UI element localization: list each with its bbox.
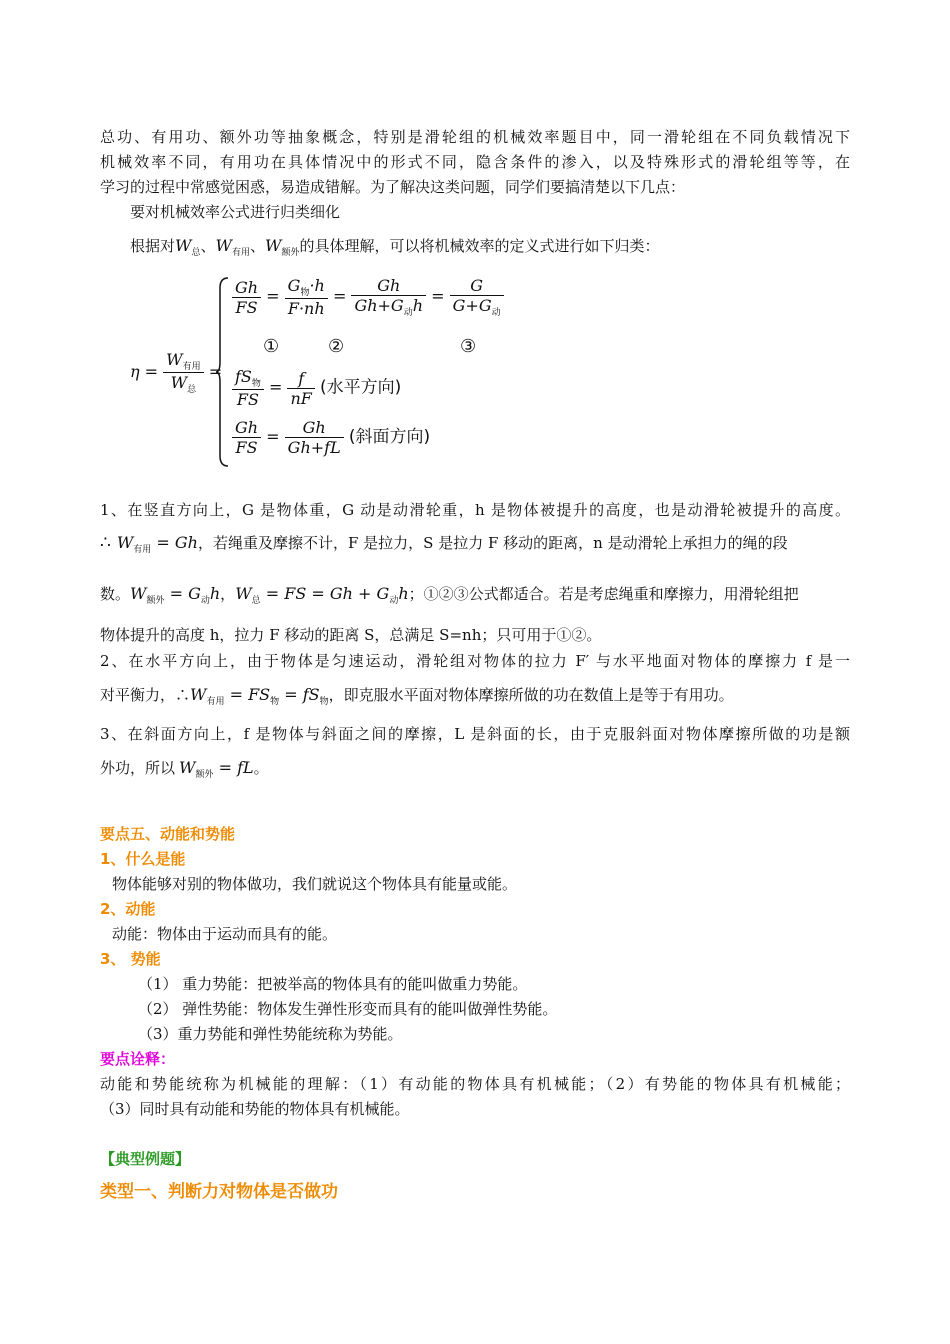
intro-line-4: 要对机械效率公式进行归类细化	[130, 203, 341, 221]
point-1-line-3	[100, 584, 799, 611]
w-zong-symbol: $W_总$	[175, 236, 201, 259]
section-5-title: 要点五、动能和势能	[100, 825, 236, 843]
comma: ，	[220, 585, 236, 603]
intro-line-5-suffix: 的具体理解，可以将机械效率的定义式进行如下归类：	[299, 237, 660, 255]
efficiency-formula	[130, 272, 570, 472]
marker-2: ②	[328, 336, 345, 357]
note-title: 要点诠释：	[100, 1050, 176, 1068]
w-youyong-horizontal: $W_{有用} = FS_物 = fS_物$	[190, 685, 329, 708]
intro-line-5-prefix: 根据对	[130, 237, 176, 255]
section-5-sub-3: （3）重力势能和弹性势能统称为势能。	[138, 1025, 403, 1043]
point-2-line-2-prefix: 对平衡力，∴	[100, 686, 191, 704]
point-2-line-2-text: ，即克服水平面对物体摩擦所做的功在数值上是等于有用功。	[328, 686, 734, 704]
w-youyong-symbol: $W_{有用}$	[215, 236, 250, 259]
vertical-case-formula: $\frac{Gh}{FS}$ = $\frac{G_物\cdot h}{F\cdot nh}$ = $\frac{Gh}{Gh+G_动h}$ = $\frac{G}{G+G_动}$	[232, 276, 504, 318]
point-3-line-2-prefix: 外功，所以	[100, 759, 176, 777]
left-brace	[216, 276, 230, 468]
section-5-heading-2: 2、动能	[100, 900, 156, 918]
note-line-1: 动能和势能统称为机械能的理解：（1）有动能的物体具有机械能；（2）有势能的物体具有机械能；	[100, 1075, 850, 1093]
intro-line-5	[130, 236, 659, 263]
point-1-line-3-prefix: 数。	[100, 585, 131, 603]
section-5-para-1: 物体能够对别的物体做功，我们就说这个物体具有能量或能。	[112, 875, 518, 893]
point-2-line-1: 2、在水平方向上，由于物体是匀速运动，滑轮组对物体的拉力 F′ 与水平地面对物体的摩擦力 f 是一	[100, 652, 850, 670]
point-1-line-2	[100, 533, 788, 560]
marker-3: ③	[460, 336, 477, 357]
intro-line-1: 总功、有用功、额外功等抽象概念，特别是滑轮组的机械效率题目中，同一滑轮组在不同负载情况下	[100, 128, 850, 146]
marker-1: ①	[263, 336, 280, 357]
point-3-line-1: 3、在斜面方向上，f 是物体与斜面之间的摩擦，L 是斜面的长，由于克服斜面对物体摩擦所做的功是额	[100, 725, 850, 743]
horizontal-case-formula: $\frac{fS_物}{FS}$ = $\frac{f}{nF}$ (水平方向)	[232, 367, 401, 409]
point-3-line-2-suffix: 。	[253, 759, 269, 777]
section-5-sub-1: （1） 重力势能：把被举高的物体具有的能叫做重力势能。	[138, 975, 528, 993]
incline-case-formula: $\frac{Gh}{FS}$ = $\frac{Gh}{Gh+fL}$ (斜面方向)	[232, 418, 430, 457]
w-ewai-symbol: $W_{额外}$	[264, 236, 300, 259]
point-1-line-1: 1、在竖直方向上，G 是物体重，G 动是动滑轮重，h 是物体被提升的高度，也是动滑轮被提升的高度。	[100, 501, 850, 519]
eta-definition: η = $\frac{W_{有用}}{W_总}$ =	[130, 350, 223, 396]
section-5-sub-2: （2） 弹性势能：物体发生弹性形变而具有的能叫做弹性势能。	[138, 1000, 558, 1018]
separator: 、	[249, 237, 265, 255]
separator: 、	[200, 237, 216, 255]
w-ewai-incline: $W_{额外}$ = fL	[179, 758, 254, 781]
intro-line-2: 机械效率不同，有用功在具体情况中的形式不同，隐含条件的渗入，以及特殊形式的滑轮组等等，在	[100, 153, 850, 171]
section-5-heading-1: 1、什么是能	[100, 850, 186, 868]
point-1-line-3-text: ；①②③公式都适合。若是考虑绳重和摩擦力，用滑轮组把	[408, 585, 799, 603]
point-3-line-2	[100, 758, 269, 785]
w-zong-equals: $W_总$ = FS = $Gh + G_动h$	[235, 584, 409, 607]
point-2-line-2	[100, 685, 734, 712]
point-1-line-2-text: ，若绳重及摩擦不计，F 是拉力，S 是拉力 F 移动的距离，n 是动滑轮上承担力的绳的段	[197, 534, 788, 552]
w-ewai-equals: $W_{额外} = G_动h$	[130, 584, 221, 607]
type-1-heading: 类型一、判断力对物体是否做功	[100, 1182, 338, 1202]
section-5-heading-3: 3、 势能	[100, 950, 161, 968]
point-1-line-4: 物体提升的高度 h，拉力 F 移动的距离 S，总满足 S=nh；只可用于①②。	[100, 626, 602, 644]
w-youyong-equals-gh: $W_{有用} = Gh$	[116, 533, 198, 556]
intro-line-3: 学习的过程中常感觉困惑，易造成错解。为了解决这类问题，同学们要搞清楚以下几点：	[100, 178, 686, 196]
note-line-2: （3）同时具有动能和势能的物体具有机械能。	[100, 1100, 410, 1118]
section-5-para-2: 动能：物体由于运动而具有的能。	[112, 925, 338, 943]
therefore-symbol: ∴	[100, 533, 111, 553]
examples-title: 【典型例题】	[100, 1150, 191, 1168]
